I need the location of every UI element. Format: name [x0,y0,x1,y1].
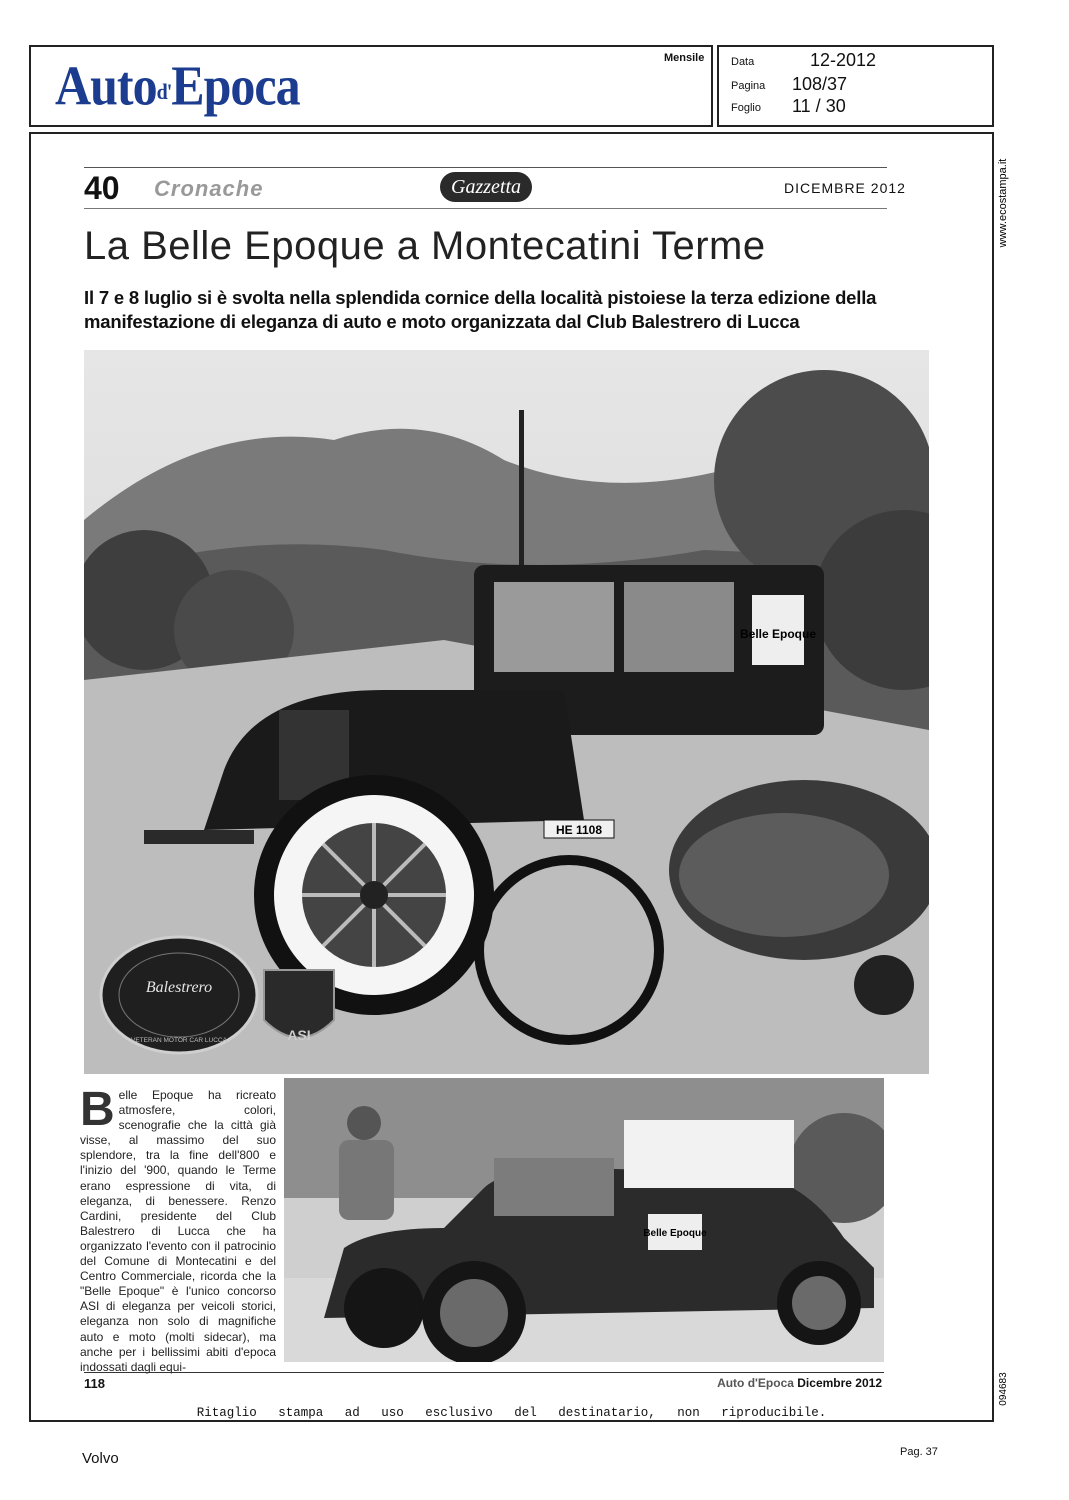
frequency-label: Mensile [664,52,705,64]
photo2-sign-text: Belle Epoque [643,1228,707,1239]
publication-logo: Auto$^{d'}$Epoca [55,54,300,117]
article-body [80,1083,276,1375]
section-label: Cronache [154,176,264,201]
header-rule [84,208,887,209]
info-value-data: 12-2012 [810,50,877,70]
gazzetta-badge: Gazzetta [440,172,532,202]
article-date: DICEMBRE 2012 [784,180,906,196]
top-rule [84,167,887,168]
info-label-pagina: Pagina [731,80,766,92]
article-page-number: 40 [84,170,120,206]
info-label-data: Data [731,56,755,68]
headline: La Belle Epoque a Montecatini Terme [84,224,766,268]
clip-notice: Ritaglio stampa ad uso esclusivo del destinatario, non riproducibile. [196,1406,827,1420]
photo1-plate-text: HE 1108 [555,823,603,837]
asi-badge-text: ASI [287,1027,311,1043]
footer-rule [84,1372,884,1373]
subheadline: Il 7 e 8 luglio si è svolta nella splendida cornice della località pistoiese la terza edizione della manifestazione di eleganza di auto e moto organizzata dal Club Balestrero di Lucca [84,287,877,332]
side-code [992,1366,1016,1412]
page-label: Pag. 37 [900,1446,938,1458]
second-photo [284,1078,884,1362]
club-badge-text: Balestrero [145,979,213,996]
side-url [988,148,1016,258]
body-paragraph: elle Epoque ha ricreato atmosfere, colori, scenografie che la città già visse, al massimo del suo splendore, tra la fine dell'800 e l'inizio del '900, quando le Terme erano espressione di vita, di eleganza, di benessere. Renzo Cardini, presidente del Club Balestrero di Lucca che ha organizzato l'evento con il patrocinio del Comune di Montecatini e del Centro Commerciale, ricorda che la "Belle Epoque" è l'unico concorso ASI di eleganza per veicoli storici, eleganza non solo di magnifiche auto e moto (molti sidecar), ma anche per i bellissimi abiti d'epoca indossati dagli equi- [80,1088,276,1374]
drop-cap: B [80,1083,115,1136]
side-code-text: 094683 [998,1372,1009,1406]
info-value-foglio: 11 / 30 [792,96,846,116]
club-badge-ring: VETERAN MOTOR CAR LUCCA [131,1037,227,1044]
info-value-pagina: 108/37 [792,74,848,94]
info-label-foglio: Foglio [731,102,761,114]
frame-bottom-rule [29,1420,994,1422]
magazine-credit: Auto d'Epoca Dicembre 2012 [717,1376,882,1390]
side-url-text: www.ecostampa.it [997,158,1009,248]
client-name: Volvo [82,1450,119,1467]
magazine-page-number: 118 [84,1376,105,1391]
photo1-sign-text: Belle Epoque [739,627,817,641]
main-photo [84,350,929,1074]
